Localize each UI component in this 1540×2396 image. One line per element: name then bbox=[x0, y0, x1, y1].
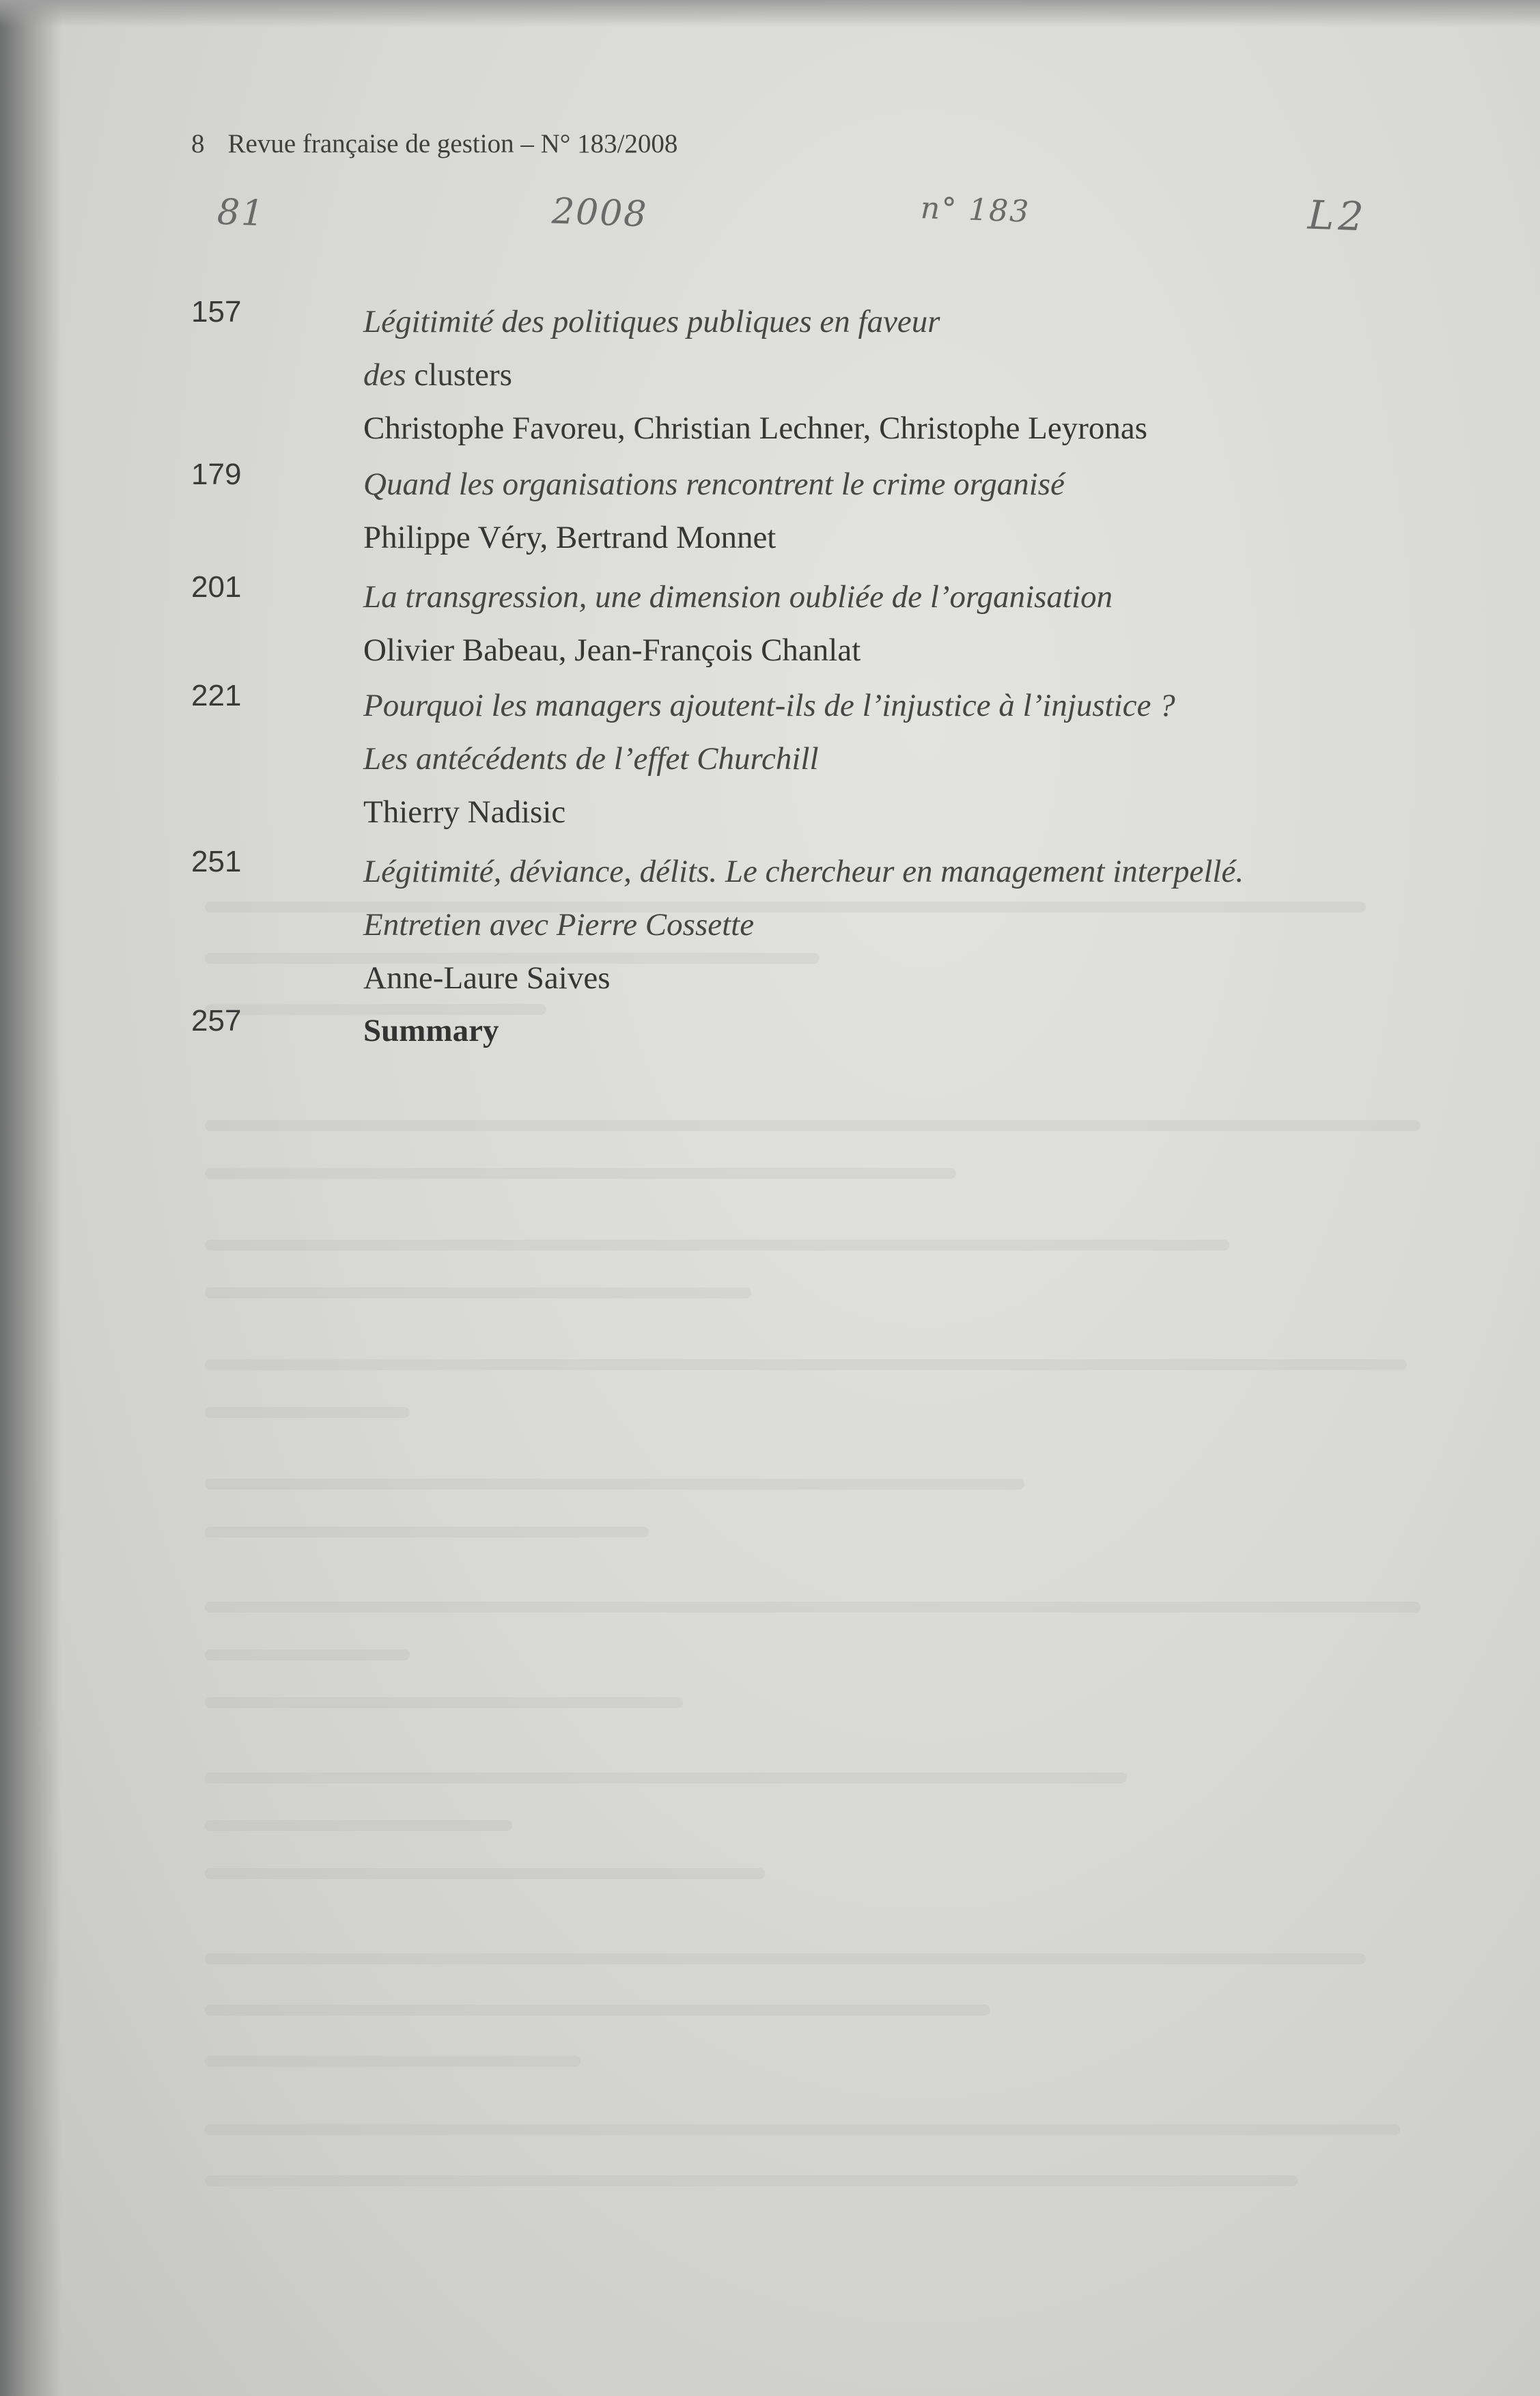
toc-title-line: Entretien avec Pierre Cossette bbox=[363, 907, 755, 943]
toc-authors: Olivier Babeau, Jean-François Chanlat bbox=[363, 632, 861, 668]
handwritten-note: L2 bbox=[1306, 191, 1369, 240]
toc-title-line: La transgression, une dimension oubliée de l’organisation bbox=[363, 579, 1113, 615]
toc-title-fragment: des bbox=[363, 357, 406, 393]
show-through-line bbox=[205, 1240, 1229, 1251]
show-through-line bbox=[205, 1287, 751, 1298]
toc-heading: Summary bbox=[363, 1013, 499, 1048]
toc-authors: Christophe Favoreu, Christian Lechner, Christophe Leyronas bbox=[363, 410, 1148, 446]
toc-title-line: Légitimité des politiques publiques en faveur bbox=[363, 304, 940, 339]
toc-title-line: Quand les organisations rencontrent le crime organisé bbox=[363, 466, 1065, 502]
show-through-line bbox=[205, 1527, 649, 1537]
toc-title-fragment: clusters bbox=[406, 357, 512, 393]
toc-entry-body bbox=[363, 679, 1511, 839]
toc-entry-body bbox=[363, 570, 1511, 677]
show-through-line bbox=[205, 1602, 1420, 1613]
toc-page-number: 257 bbox=[191, 1004, 242, 1037]
show-through-line bbox=[205, 1697, 683, 1708]
handwritten-note: 81 bbox=[216, 191, 266, 235]
show-through-line bbox=[205, 1868, 765, 1879]
show-through-line bbox=[205, 1820, 512, 1831]
toc-title-line: Pourquoi les managers ajoutent-ils de l’injustice à l’injustice ? bbox=[363, 688, 1175, 723]
toc-authors: Philippe Véry, Bertrand Monnet bbox=[363, 520, 776, 555]
toc-entry-body bbox=[363, 845, 1511, 1005]
handwritten-note: 2008 bbox=[550, 191, 649, 236]
binding-shadow bbox=[0, 0, 61, 2396]
show-through-line bbox=[205, 1359, 1407, 1370]
show-through-line bbox=[205, 2124, 1400, 2135]
toc-page-number: 201 bbox=[191, 570, 242, 604]
show-through-line bbox=[205, 1120, 1420, 1131]
toc-entry-body bbox=[363, 1004, 1511, 1057]
show-through-line bbox=[205, 1953, 1366, 1964]
show-through-line bbox=[205, 2175, 1298, 2186]
toc-title-line bbox=[363, 348, 1511, 402]
journal-title: Revue française de gestion – N° 183/2008 bbox=[227, 129, 678, 158]
running-head bbox=[191, 128, 677, 159]
toc-page-number: 179 bbox=[191, 458, 242, 491]
handwritten-note: n° 183 bbox=[920, 191, 1031, 229]
toc-page-number: 157 bbox=[191, 295, 242, 329]
show-through-line bbox=[205, 1649, 410, 1660]
show-through-line bbox=[205, 1479, 1024, 1490]
page-folio: 8 bbox=[191, 129, 205, 158]
show-through-line bbox=[205, 2056, 580, 2067]
show-through-line bbox=[205, 1772, 1127, 1783]
top-edge-shadow bbox=[0, 0, 1540, 27]
toc-page-number: 221 bbox=[191, 679, 242, 712]
toc-entry-body bbox=[363, 458, 1511, 564]
show-through-line bbox=[205, 2005, 990, 2016]
show-through-line bbox=[205, 1168, 956, 1179]
toc-page-number: 251 bbox=[191, 845, 242, 878]
toc-entry-body bbox=[363, 295, 1511, 455]
toc-authors: Anne-Laure Saives bbox=[363, 960, 611, 996]
show-through-line bbox=[205, 1407, 410, 1418]
toc-title-line: Légitimité, déviance, délits. Le chercheur en management interpellé. bbox=[363, 854, 1244, 889]
toc-authors: Thierry Nadisic bbox=[363, 794, 566, 830]
toc-title-line: Les antécédents de l’effet Churchill bbox=[363, 741, 819, 777]
